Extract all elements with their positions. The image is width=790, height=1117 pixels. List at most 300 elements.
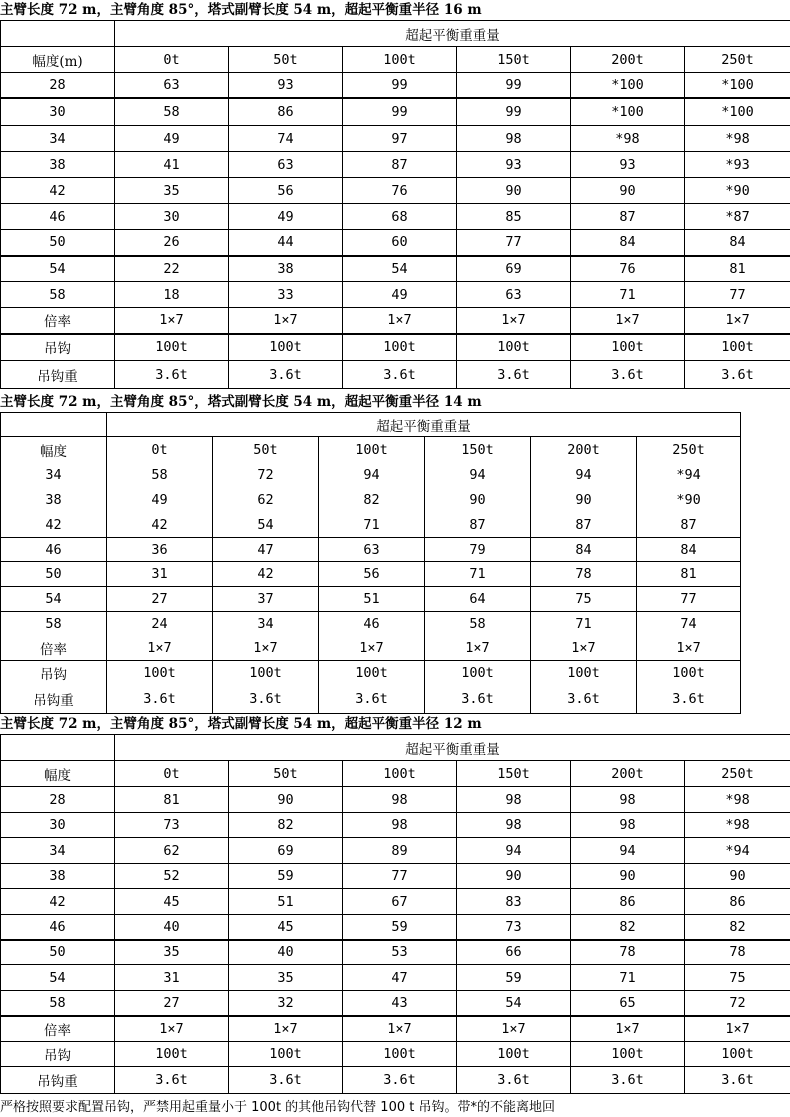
table-row [1, 637, 741, 661]
value-cell: 18 [115, 282, 229, 308]
value-cell: 73 [115, 813, 229, 838]
value-cell: 81 [637, 562, 741, 587]
value-cell: 1×7 [685, 308, 790, 334]
value-cell: 87 [637, 513, 741, 538]
value-cell: 71 [531, 612, 637, 637]
value-cell: *90 [637, 488, 741, 513]
value-cell: 100t [425, 661, 531, 686]
value-cell: 77 [457, 230, 571, 256]
value-cell: 68 [343, 204, 457, 230]
value-cell: 100t [457, 334, 571, 361]
value-cell: 75 [685, 965, 790, 991]
value-cell: 98 [457, 787, 571, 813]
value-cell: 40 [115, 915, 229, 940]
group-header: 超起平衡重重量 [107, 413, 741, 437]
value-cell: 47 [343, 965, 457, 991]
value-cell: 74 [637, 612, 741, 637]
value-cell: 100t [229, 334, 343, 361]
column-header: 100t [343, 47, 457, 73]
table-row [1, 562, 741, 587]
value-cell: 33 [229, 282, 343, 308]
table-row [1, 152, 790, 178]
value-cell: 58 [107, 463, 213, 488]
row-label: 倍率 [1, 308, 115, 334]
group-header-row [1, 413, 741, 437]
table-row [1, 686, 741, 714]
row-label: 30 [1, 98, 115, 126]
value-cell: *93 [685, 152, 790, 178]
load-table-radius-12 [0, 734, 790, 1094]
value-cell: 26 [115, 230, 229, 256]
value-cell: 3.6t [319, 686, 425, 714]
value-cell: 60 [343, 230, 457, 256]
value-cell: 100t [229, 1042, 343, 1067]
value-cell: 90 [571, 864, 685, 889]
value-cell: 30 [115, 204, 229, 230]
value-cell: 71 [425, 562, 531, 587]
row-label: 倍率 [1, 637, 107, 661]
value-cell: 98 [343, 813, 457, 838]
row-header: 幅度 [1, 761, 115, 787]
table-row [1, 940, 790, 965]
value-cell: 3.6t [457, 361, 571, 389]
row-label: 58 [1, 991, 115, 1016]
column-header: 200t [571, 47, 685, 73]
table-row [1, 587, 741, 612]
value-cell: 86 [685, 889, 790, 915]
value-cell: 72 [685, 991, 790, 1016]
row-label: 50 [1, 940, 115, 965]
value-cell: 42 [213, 562, 319, 587]
value-cell: 32 [229, 991, 343, 1016]
value-cell: 35 [115, 178, 229, 204]
value-cell: 51 [319, 587, 425, 612]
column-header: 250t [685, 761, 790, 787]
value-cell: 1×7 [457, 1016, 571, 1042]
column-header: 150t [457, 47, 571, 73]
value-cell: 3.6t [229, 1067, 343, 1094]
value-cell: 87 [531, 513, 637, 538]
value-cell: 66 [457, 940, 571, 965]
value-cell: 100t [637, 661, 741, 686]
value-cell: 3.6t [213, 686, 319, 714]
value-cell: 87 [571, 204, 685, 230]
value-cell: 94 [531, 463, 637, 488]
table-row [1, 230, 790, 256]
corner-cell [1, 21, 115, 47]
value-cell: 59 [229, 864, 343, 889]
row-label: 38 [1, 488, 107, 513]
table-row [1, 308, 790, 334]
value-cell: 65 [571, 991, 685, 1016]
value-cell: 69 [457, 256, 571, 282]
table-row [1, 361, 790, 389]
value-cell: 76 [571, 256, 685, 282]
column-header: 50t [229, 47, 343, 73]
value-cell: 81 [685, 256, 790, 282]
value-cell: 97 [343, 126, 457, 152]
value-cell: 3.6t [343, 361, 457, 389]
value-cell: 49 [115, 126, 229, 152]
table-row [1, 864, 790, 889]
value-cell: 27 [115, 991, 229, 1016]
value-cell: 36 [107, 538, 213, 562]
value-cell: 3.6t [115, 1067, 229, 1094]
value-cell: 94 [425, 463, 531, 488]
value-cell: 52 [115, 864, 229, 889]
table-row [1, 256, 790, 282]
value-cell: 3.6t [457, 1067, 571, 1094]
value-cell: 1×7 [531, 637, 637, 661]
value-cell: 77 [637, 587, 741, 612]
value-cell: 89 [343, 838, 457, 864]
value-cell: 71 [319, 513, 425, 538]
row-label: 50 [1, 230, 115, 256]
corner-cell [1, 413, 107, 437]
value-cell: 78 [571, 940, 685, 965]
value-cell: 45 [229, 915, 343, 940]
value-cell: 90 [531, 488, 637, 513]
column-header: 150t [457, 761, 571, 787]
table-row [1, 538, 741, 562]
value-cell: 34 [213, 612, 319, 637]
column-header: 250t [685, 47, 790, 73]
value-cell: 93 [571, 152, 685, 178]
value-cell: 54 [213, 513, 319, 538]
footnote: 严格按照要求配置吊钩，严禁用起重量小于 100t 的其他吊钩代替 100 t 吊钩。带*的不能离地回 [0, 1100, 555, 1115]
value-cell: 1×7 [107, 637, 213, 661]
value-cell: 100t [685, 334, 790, 361]
table-2-heading: 主臂长度 72 m，主臂角度 85°，塔式副臂长度 54 m，超起平衡重半径 14 m [0, 394, 482, 410]
value-cell: 69 [229, 838, 343, 864]
value-cell: 31 [107, 562, 213, 587]
value-cell: 38 [229, 256, 343, 282]
value-cell: 3.6t [637, 686, 741, 714]
row-label: 28 [1, 73, 115, 98]
row-label: 58 [1, 282, 115, 308]
table-row [1, 813, 790, 838]
value-cell: 100t [213, 661, 319, 686]
value-cell: 1×7 [229, 1016, 343, 1042]
table-row [1, 463, 741, 488]
value-cell: 87 [343, 152, 457, 178]
value-cell: 99 [343, 98, 457, 126]
value-cell: 90 [571, 178, 685, 204]
value-cell: 90 [425, 488, 531, 513]
value-cell: 99 [457, 73, 571, 98]
value-cell: 90 [457, 864, 571, 889]
value-cell: 100t [571, 334, 685, 361]
table-row [1, 204, 790, 230]
column-header: 0t [115, 761, 229, 787]
value-cell: *100 [685, 73, 790, 98]
row-label: 42 [1, 889, 115, 915]
table-3-heading: 主臂长度 72 m，主臂角度 85°，塔式副臂长度 54 m，超起平衡重半径 12 m [0, 716, 482, 732]
value-cell: 24 [107, 612, 213, 637]
table-row [1, 889, 790, 915]
value-cell: 82 [685, 915, 790, 940]
value-cell: 3.6t [107, 686, 213, 714]
value-cell: 3.6t [571, 361, 685, 389]
table-row [1, 73, 790, 98]
value-cell: 90 [229, 787, 343, 813]
row-label: 46 [1, 915, 115, 940]
value-cell: *100 [685, 98, 790, 126]
row-header: 幅度(m) [1, 47, 115, 73]
value-cell: 90 [457, 178, 571, 204]
value-cell: 72 [213, 463, 319, 488]
row-header: 幅度 [1, 437, 107, 463]
value-cell: 94 [457, 838, 571, 864]
value-cell: 1×7 [425, 637, 531, 661]
value-cell: 22 [115, 256, 229, 282]
value-cell: 1×7 [457, 308, 571, 334]
value-cell: 98 [571, 787, 685, 813]
value-cell: 77 [343, 864, 457, 889]
value-cell: 100t [319, 661, 425, 686]
load-table-radius-16 [0, 20, 790, 389]
value-cell: 1×7 [685, 1016, 790, 1042]
value-cell: *94 [685, 838, 790, 864]
value-cell: 84 [685, 230, 790, 256]
column-header: 100t [343, 761, 457, 787]
corner-cell [1, 735, 115, 761]
value-cell: 27 [107, 587, 213, 612]
value-cell: 86 [571, 889, 685, 915]
row-label: 吊钩重 [1, 686, 107, 714]
row-label: 吊钩重 [1, 1067, 115, 1094]
value-cell: 1×7 [571, 308, 685, 334]
value-cell: 81 [115, 787, 229, 813]
column-header: 200t [531, 437, 637, 463]
row-label: 50 [1, 562, 107, 587]
row-label: 30 [1, 813, 115, 838]
value-cell: 3.6t [685, 361, 790, 389]
table-row [1, 991, 790, 1016]
value-cell: 3.6t [531, 686, 637, 714]
table-1-heading: 主臂长度 72 m，主臂角度 85°，塔式副臂长度 54 m，超起平衡重半径 16 m [0, 2, 482, 18]
value-cell: 58 [425, 612, 531, 637]
value-cell: 76 [343, 178, 457, 204]
row-label: 46 [1, 204, 115, 230]
value-cell: *90 [685, 178, 790, 204]
row-label: 吊钩重 [1, 361, 115, 389]
value-cell: 3.6t [343, 1067, 457, 1094]
row-label: 54 [1, 256, 115, 282]
value-cell: 78 [531, 562, 637, 587]
value-cell: 41 [115, 152, 229, 178]
value-cell: 47 [213, 538, 319, 562]
value-cell: 42 [107, 513, 213, 538]
column-header: 200t [571, 761, 685, 787]
value-cell: 98 [571, 813, 685, 838]
value-cell: 75 [531, 587, 637, 612]
value-cell: 100t [571, 1042, 685, 1067]
value-cell: 1×7 [115, 308, 229, 334]
value-cell: *98 [685, 813, 790, 838]
value-cell: 100t [115, 334, 229, 361]
table-row [1, 1067, 790, 1094]
row-label: 54 [1, 965, 115, 991]
value-cell: 1×7 [343, 308, 457, 334]
value-cell: 99 [457, 98, 571, 126]
value-cell: 100t [685, 1042, 790, 1067]
value-cell: 100t [531, 661, 637, 686]
value-cell: 37 [213, 587, 319, 612]
value-cell: 63 [115, 73, 229, 98]
value-cell: 100t [107, 661, 213, 686]
row-label: 34 [1, 463, 107, 488]
table-row [1, 488, 741, 513]
value-cell: 100t [343, 334, 457, 361]
value-cell: *98 [571, 126, 685, 152]
table-row [1, 178, 790, 204]
value-cell: *98 [685, 787, 790, 813]
value-cell: 100t [457, 1042, 571, 1067]
value-cell: 93 [229, 73, 343, 98]
table-row [1, 838, 790, 864]
table-row [1, 334, 790, 361]
table-row [1, 661, 741, 686]
value-cell: 35 [115, 940, 229, 965]
value-cell: *87 [685, 204, 790, 230]
row-label: 34 [1, 838, 115, 864]
table-row [1, 612, 741, 637]
value-cell: 77 [685, 282, 790, 308]
value-cell: 98 [343, 787, 457, 813]
value-cell: 49 [107, 488, 213, 513]
table-row [1, 98, 790, 126]
value-cell: 43 [343, 991, 457, 1016]
column-header: 100t [319, 437, 425, 463]
value-cell: 82 [319, 488, 425, 513]
row-label: 倍率 [1, 1016, 115, 1042]
value-cell: 99 [343, 73, 457, 98]
group-header: 超起平衡重重量 [115, 21, 790, 47]
value-cell: 63 [319, 538, 425, 562]
value-cell: 40 [229, 940, 343, 965]
value-cell: 84 [637, 538, 741, 562]
value-cell: 94 [571, 838, 685, 864]
value-cell: 1×7 [115, 1016, 229, 1042]
table-row [1, 915, 790, 940]
value-cell: 94 [319, 463, 425, 488]
table-row [1, 282, 790, 308]
row-label: 34 [1, 126, 115, 152]
column-header: 50t [213, 437, 319, 463]
value-cell: 54 [457, 991, 571, 1016]
value-cell: 63 [229, 152, 343, 178]
row-label: 58 [1, 612, 107, 637]
value-cell: 86 [229, 98, 343, 126]
row-label: 38 [1, 152, 115, 178]
value-cell: 78 [685, 940, 790, 965]
load-table-radius-14 [0, 412, 741, 714]
value-cell: 82 [229, 813, 343, 838]
value-cell: 63 [457, 282, 571, 308]
group-header-row [1, 21, 790, 47]
row-label: 吊钩 [1, 661, 107, 686]
value-cell: 44 [229, 230, 343, 256]
row-label: 42 [1, 513, 107, 538]
value-cell: 59 [343, 915, 457, 940]
column-header-row [1, 47, 790, 73]
row-label: 38 [1, 864, 115, 889]
value-cell: *100 [571, 73, 685, 98]
column-header: 250t [637, 437, 741, 463]
value-cell: 46 [319, 612, 425, 637]
value-cell: 87 [425, 513, 531, 538]
value-cell: 49 [229, 204, 343, 230]
value-cell: 1×7 [343, 1016, 457, 1042]
value-cell: 71 [571, 965, 685, 991]
value-cell: *94 [637, 463, 741, 488]
column-header-row [1, 437, 741, 463]
row-label: 吊钩 [1, 334, 115, 361]
row-label: 28 [1, 787, 115, 813]
column-header: 50t [229, 761, 343, 787]
value-cell: 98 [457, 126, 571, 152]
group-header: 超起平衡重重量 [115, 735, 790, 761]
value-cell: 49 [343, 282, 457, 308]
value-cell: 84 [531, 538, 637, 562]
value-cell: 3.6t [115, 361, 229, 389]
value-cell: 1×7 [637, 637, 741, 661]
value-cell: 54 [343, 256, 457, 282]
value-cell: 62 [115, 838, 229, 864]
value-cell: 45 [115, 889, 229, 915]
value-cell: 1×7 [229, 308, 343, 334]
value-cell: 56 [229, 178, 343, 204]
value-cell: 3.6t [685, 1067, 790, 1094]
column-header: 150t [425, 437, 531, 463]
value-cell: 1×7 [319, 637, 425, 661]
value-cell: 64 [425, 587, 531, 612]
table-row [1, 1042, 790, 1067]
row-label: 42 [1, 178, 115, 204]
row-label: 54 [1, 587, 107, 612]
table-row [1, 787, 790, 813]
value-cell: 93 [457, 152, 571, 178]
value-cell: 62 [213, 488, 319, 513]
table-row [1, 965, 790, 991]
row-label: 吊钩 [1, 1042, 115, 1067]
value-cell: 74 [229, 126, 343, 152]
value-cell: 79 [425, 538, 531, 562]
value-cell: 1×7 [213, 637, 319, 661]
value-cell: 83 [457, 889, 571, 915]
column-header: 0t [115, 47, 229, 73]
value-cell: 31 [115, 965, 229, 991]
value-cell: *100 [571, 98, 685, 126]
value-cell: 67 [343, 889, 457, 915]
value-cell: *98 [685, 126, 790, 152]
value-cell: 82 [571, 915, 685, 940]
column-header-row [1, 761, 790, 787]
value-cell: 100t [343, 1042, 457, 1067]
table-row [1, 513, 741, 538]
value-cell: 59 [457, 965, 571, 991]
table-row [1, 126, 790, 152]
value-cell: 3.6t [229, 361, 343, 389]
value-cell: 35 [229, 965, 343, 991]
value-cell: 85 [457, 204, 571, 230]
group-header-row [1, 735, 790, 761]
value-cell: 90 [685, 864, 790, 889]
value-cell: 56 [319, 562, 425, 587]
table-row [1, 1016, 790, 1042]
value-cell: 3.6t [425, 686, 531, 714]
